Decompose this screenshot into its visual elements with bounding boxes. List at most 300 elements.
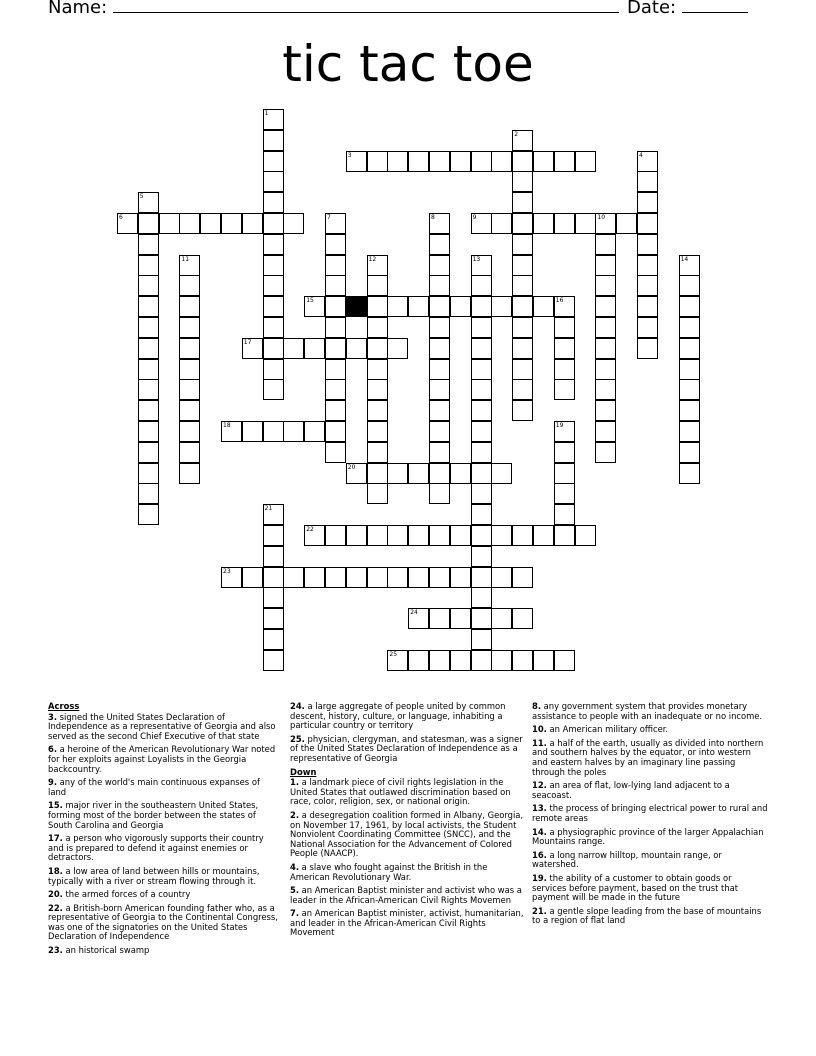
grid-cell[interactable] — [138, 379, 159, 400]
clue-item — [532, 907, 768, 926]
grid-cell[interactable] — [471, 421, 492, 442]
grid-cell[interactable] — [679, 338, 700, 359]
clue-item — [48, 890, 280, 900]
clues-column-1 — [48, 702, 280, 960]
grid-cell[interactable] — [554, 525, 575, 546]
grid-cell[interactable] — [263, 650, 284, 671]
clue-number: 22 — [306, 526, 314, 533]
grid-cell[interactable] — [179, 442, 200, 463]
grid-cell[interactable] — [512, 234, 533, 255]
grid-cell[interactable] — [346, 338, 367, 359]
clue-number-label: 7. — [290, 908, 300, 919]
grid-cell[interactable] — [346, 151, 367, 172]
grid-cell[interactable] — [471, 317, 492, 338]
grid-cell[interactable] — [387, 296, 408, 317]
clue-text: a gentle slope leading from the base of mountains to a region of flat land — [532, 905, 762, 926]
grid-cell[interactable] — [512, 608, 533, 629]
grid-cell[interactable] — [512, 379, 533, 400]
grid-cell[interactable] — [263, 525, 284, 546]
clue-number-label: 4. — [290, 861, 300, 872]
grid-cell[interactable] — [387, 151, 408, 172]
grid-cell[interactable] — [471, 359, 492, 380]
grid-cell[interactable] — [679, 255, 700, 276]
grid-cell[interactable] — [450, 567, 471, 588]
grid-cell[interactable] — [408, 463, 429, 484]
grid-cell[interactable] — [387, 650, 408, 671]
grid-cell[interactable] — [471, 629, 492, 650]
grid-cell[interactable] — [221, 421, 242, 442]
grid-cell[interactable] — [346, 567, 367, 588]
grid-cell[interactable] — [554, 151, 575, 172]
grid-cell[interactable] — [471, 483, 492, 504]
grid-cell[interactable] — [408, 296, 429, 317]
grid-cell[interactable] — [367, 400, 388, 421]
grid-cell[interactable] — [387, 567, 408, 588]
grid-cell[interactable] — [367, 379, 388, 400]
grid-cell[interactable] — [263, 317, 284, 338]
grid-cell[interactable] — [138, 213, 159, 234]
grid-cell[interactable] — [387, 338, 408, 359]
grid-cell[interactable] — [283, 213, 304, 234]
clue-text: an American Baptist minister, activist, humanitarian, and leader in the African-American Civil Rights Movement — [290, 908, 524, 938]
grid-cell[interactable] — [471, 255, 492, 276]
grid-cell[interactable] — [512, 151, 533, 172]
clue-number-label: 12. — [532, 780, 547, 791]
grid-cell[interactable] — [429, 442, 450, 463]
grid-cell[interactable] — [263, 234, 284, 255]
grid-cell[interactable] — [637, 234, 658, 255]
grid-cell[interactable] — [429, 567, 450, 588]
grid-cell[interactable] — [554, 379, 575, 400]
grid-cell[interactable] — [325, 379, 346, 400]
clue-item — [532, 739, 768, 777]
grid-cell[interactable] — [429, 317, 450, 338]
grid-cell[interactable] — [367, 317, 388, 338]
grid-cell[interactable] — [346, 525, 367, 546]
grid-cell[interactable] — [304, 525, 325, 546]
grid-cell[interactable] — [637, 192, 658, 213]
grid-cell[interactable] — [637, 255, 658, 276]
grid-cell[interactable] — [554, 359, 575, 380]
grid-cell[interactable] — [491, 567, 512, 588]
grid-cell[interactable] — [595, 296, 616, 317]
grid-cell[interactable] — [471, 400, 492, 421]
grid-cell[interactable] — [637, 338, 658, 359]
grid-cell[interactable] — [242, 338, 263, 359]
grid-cell[interactable] — [159, 213, 180, 234]
grid-cell[interactable] — [533, 525, 554, 546]
grid-cell[interactable] — [679, 379, 700, 400]
grid-cell[interactable] — [429, 213, 450, 234]
grid-cell[interactable] — [429, 338, 450, 359]
grid-cell[interactable] — [429, 525, 450, 546]
grid-cell[interactable] — [179, 400, 200, 421]
grid-cell[interactable] — [637, 213, 658, 234]
grid-cell[interactable] — [429, 421, 450, 442]
grid-cell[interactable] — [367, 255, 388, 276]
grid-cell[interactable] — [346, 463, 367, 484]
grid-cell[interactable] — [491, 213, 512, 234]
grid-cell[interactable] — [429, 359, 450, 380]
grid-cell[interactable] — [679, 317, 700, 338]
grid-cell[interactable] — [679, 463, 700, 484]
grid-cell[interactable] — [138, 275, 159, 296]
clue-number: 3 — [347, 151, 352, 159]
grid-cell[interactable] — [179, 463, 200, 484]
grid-cell[interactable] — [471, 546, 492, 567]
grid-cell[interactable] — [138, 338, 159, 359]
grid-cell[interactable] — [263, 151, 284, 172]
grid-cell[interactable] — [242, 421, 263, 442]
grid-cell[interactable] — [512, 359, 533, 380]
grid-cell[interactable] — [138, 504, 159, 525]
grid-cell[interactable] — [325, 567, 346, 588]
grid-cell[interactable] — [471, 587, 492, 608]
grid-cell[interactable] — [471, 296, 492, 317]
grid-cell[interactable] — [471, 463, 492, 484]
clue-text: a desegregation coalition formed in Albany, Georgia, on November 17, 1961, by local activists, the Student Nonviolent Coordinating Committee (SNCC), and the National Association for the Advancement of Colored People (NAACP). — [290, 809, 524, 859]
grid-cell[interactable] — [512, 650, 533, 671]
grid-cell[interactable] — [263, 213, 284, 234]
grid-cell[interactable] — [595, 379, 616, 400]
grid-cell[interactable] — [408, 525, 429, 546]
grid-cell[interactable] — [138, 317, 159, 338]
clue-text: an American Baptist minister and activist who was a leader in the African-American Civil Rights Movemen — [290, 885, 522, 905]
clue-item — [532, 781, 768, 800]
grid-cell[interactable] — [595, 234, 616, 255]
grid-cell[interactable] — [429, 608, 450, 629]
grid-cell[interactable] — [512, 567, 533, 588]
grid-cell[interactable] — [575, 213, 596, 234]
clue-item — [48, 801, 280, 830]
grid-cell[interactable] — [283, 567, 304, 588]
clue-text: any of the world's main continuous expanses of land — [48, 777, 260, 797]
clue-number-label: 3. — [48, 711, 58, 722]
clue-item — [290, 778, 524, 807]
grid-cell[interactable] — [367, 463, 388, 484]
clue-number: 15 — [306, 297, 314, 305]
grid-cell[interactable] — [325, 525, 346, 546]
grid-cell[interactable] — [679, 421, 700, 442]
grid-cell[interactable] — [512, 338, 533, 359]
grid-cell[interactable] — [263, 504, 284, 525]
clue-item — [290, 702, 524, 731]
down-heading: Down — [290, 766, 317, 777]
grid-cell[interactable] — [138, 296, 159, 317]
grid-cell[interactable] — [138, 255, 159, 276]
grid-cell[interactable] — [179, 255, 200, 276]
grid-cell[interactable] — [554, 421, 575, 442]
grid-cell[interactable] — [179, 359, 200, 380]
grid-cell[interactable] — [491, 650, 512, 671]
grid-cell[interactable] — [554, 317, 575, 338]
grid-cell[interactable] — [117, 213, 138, 234]
grid-cell[interactable] — [429, 151, 450, 172]
grid-cell[interactable] — [595, 255, 616, 276]
grid-cell[interactable] — [533, 296, 554, 317]
grid-cell[interactable] — [471, 442, 492, 463]
date-label: Date: — [627, 0, 677, 18]
clue-number: 12 — [368, 255, 377, 263]
grid-cell[interactable] — [325, 234, 346, 255]
grid-cell[interactable] — [554, 483, 575, 504]
grid-cell[interactable] — [304, 338, 325, 359]
grid-cell[interactable] — [471, 151, 492, 172]
clue-item — [48, 904, 280, 942]
grid-cell[interactable] — [450, 650, 471, 671]
grid-cell[interactable] — [533, 213, 554, 234]
grid-cell[interactable] — [471, 275, 492, 296]
grid-cell[interactable] — [429, 275, 450, 296]
clue-number-label: 18. — [48, 865, 63, 876]
clue-number-label: 13. — [532, 803, 547, 814]
clue-number: 20 — [347, 463, 356, 471]
grid-cell[interactable] — [263, 608, 284, 629]
clue-number: 25 — [389, 650, 398, 658]
clue-number-label: 15. — [48, 800, 63, 811]
grid-cell[interactable] — [512, 296, 533, 317]
grid-cell[interactable] — [263, 171, 284, 192]
grid-cell[interactable] — [471, 338, 492, 359]
grid-cell[interactable] — [138, 442, 159, 463]
grid-cell[interactable] — [512, 400, 533, 421]
grid-cell[interactable] — [138, 463, 159, 484]
grid-cell[interactable] — [408, 608, 429, 629]
clue-number: 6 — [119, 214, 123, 221]
grid-cell[interactable] — [595, 359, 616, 380]
grid-cell[interactable] — [138, 192, 159, 213]
grid-cell[interactable] — [408, 567, 429, 588]
grid-cell[interactable] — [408, 151, 429, 172]
grid-cell[interactable] — [325, 421, 346, 442]
clue-item — [48, 778, 280, 797]
grid-cell[interactable] — [471, 213, 492, 234]
grid-cell[interactable] — [471, 608, 492, 629]
grid-cell[interactable] — [325, 400, 346, 421]
grid-cell[interactable] — [471, 379, 492, 400]
grid-cell[interactable] — [679, 296, 700, 317]
grid-cell[interactable] — [429, 463, 450, 484]
clue-text: a landmark piece of civil rights legislation in the United States that outlawed discrimination based on race, color, religion, sex, or national origin. — [290, 777, 511, 807]
grid-cell[interactable] — [450, 608, 471, 629]
grid-cell[interactable] — [367, 296, 388, 317]
grid-cell[interactable] — [491, 296, 512, 317]
clue-number-label: 6. — [48, 744, 58, 755]
grid-cell[interactable] — [595, 213, 616, 234]
grid-cell[interactable] — [595, 317, 616, 338]
grid-cell[interactable] — [367, 421, 388, 442]
grid-cell[interactable] — [595, 421, 616, 442]
grid-cell[interactable] — [595, 442, 616, 463]
clue-item — [48, 713, 280, 742]
grid-cell[interactable] — [429, 296, 450, 317]
grid-cell[interactable] — [533, 151, 554, 172]
grid-cell[interactable] — [283, 421, 304, 442]
grid-cell[interactable] — [554, 213, 575, 234]
grid-cell[interactable] — [242, 213, 263, 234]
grid-cell[interactable] — [554, 650, 575, 671]
grid-cell[interactable] — [408, 650, 429, 671]
grid-cell[interactable] — [367, 275, 388, 296]
grid-cell[interactable] — [637, 275, 658, 296]
grid-cell[interactable] — [679, 442, 700, 463]
grid-cell[interactable] — [242, 567, 263, 588]
grid-cell[interactable] — [179, 379, 200, 400]
page-title: tic tac toe — [282, 35, 534, 93]
grid-cell[interactable] — [595, 275, 616, 296]
grid-cell[interactable] — [179, 296, 200, 317]
clue-item — [48, 867, 280, 886]
grid-cell[interactable] — [263, 421, 284, 442]
grid-cell[interactable] — [512, 525, 533, 546]
clue-item — [532, 702, 768, 721]
grid-cell[interactable] — [263, 379, 284, 400]
grid-cell[interactable] — [450, 525, 471, 546]
grid-cell[interactable] — [616, 213, 637, 234]
grid-cell[interactable] — [325, 296, 346, 317]
clue-number: 13 — [472, 255, 481, 263]
grid-cell[interactable] — [304, 567, 325, 588]
grid-cell[interactable] — [263, 338, 284, 359]
grid-cell[interactable] — [221, 213, 242, 234]
grid-cell[interactable] — [179, 338, 200, 359]
clue-number-label: 21. — [532, 905, 547, 916]
grid-cell[interactable] — [450, 151, 471, 172]
grid-cell[interactable] — [512, 317, 533, 338]
clue-text: a physiographic province of the larger Appalachian Mountains range. — [532, 826, 764, 847]
grid-cell[interactable] — [263, 192, 284, 213]
grid-cell[interactable] — [637, 296, 658, 317]
clue-item — [290, 811, 524, 859]
grid-cell[interactable] — [367, 483, 388, 504]
grid-cell[interactable] — [263, 629, 284, 650]
grid-cell[interactable] — [429, 255, 450, 276]
grid-cell[interactable] — [491, 463, 512, 484]
grid-cell[interactable] — [512, 213, 533, 234]
grid-cell[interactable] — [263, 296, 284, 317]
clue-number-label: 11. — [532, 737, 547, 748]
grid-cell[interactable] — [263, 587, 284, 608]
grid-cell[interactable] — [575, 525, 596, 546]
grid-cell[interactable] — [595, 338, 616, 359]
grid-cell[interactable] — [138, 421, 159, 442]
name-label: Name: — [48, 0, 108, 18]
grid-cell[interactable] — [179, 213, 200, 234]
grid-cell[interactable] — [554, 463, 575, 484]
grid-cell[interactable] — [325, 317, 346, 338]
grid-cell[interactable] — [491, 525, 512, 546]
clue-number: 8 — [431, 214, 435, 221]
grid-cell[interactable] — [325, 213, 346, 234]
grid-cell[interactable] — [679, 275, 700, 296]
grid-cell[interactable] — [512, 130, 533, 151]
grid-cell[interactable] — [325, 255, 346, 276]
grid-cell[interactable] — [679, 359, 700, 380]
grid-cell[interactable] — [138, 483, 159, 504]
clue-number-label: 9. — [48, 777, 58, 788]
grid-cell[interactable] — [450, 463, 471, 484]
grid-cell[interactable] — [429, 400, 450, 421]
grid-cell[interactable] — [595, 400, 616, 421]
grid-cell[interactable] — [367, 525, 388, 546]
grid-cell[interactable] — [637, 151, 658, 172]
grid-cell[interactable] — [387, 463, 408, 484]
grid-cell[interactable] — [263, 359, 284, 380]
grid-cell[interactable] — [263, 130, 284, 151]
grid-cell[interactable] — [554, 338, 575, 359]
grid-cell[interactable] — [138, 400, 159, 421]
grid-cell[interactable] — [325, 275, 346, 296]
grid-cell[interactable] — [512, 171, 533, 192]
grid-cell[interactable] — [533, 650, 554, 671]
grid-cell[interactable] — [325, 442, 346, 463]
grid-cell[interactable] — [221, 567, 242, 588]
grid-cell[interactable] — [325, 359, 346, 380]
grid-cell[interactable] — [367, 338, 388, 359]
grid-cell[interactable] — [429, 234, 450, 255]
grid-cell[interactable] — [138, 234, 159, 255]
clue-number-label: 16. — [532, 849, 547, 860]
grid-cell[interactable] — [263, 546, 284, 567]
grid-cell[interactable] — [325, 338, 346, 359]
grid-cell[interactable] — [263, 275, 284, 296]
clue-text: an American military officer. — [546, 724, 669, 735]
grid-cell[interactable] — [429, 379, 450, 400]
grid-cell[interactable] — [637, 171, 658, 192]
grid-cell[interactable] — [554, 504, 575, 525]
grid-cell[interactable] — [263, 109, 284, 130]
grid-cell[interactable] — [367, 151, 388, 172]
clue-number: 14 — [680, 255, 689, 263]
grid-cell[interactable] — [367, 567, 388, 588]
grid-cell[interactable] — [367, 442, 388, 463]
grid-cell[interactable] — [471, 650, 492, 671]
grid-cell[interactable] — [471, 567, 492, 588]
grid-cell[interactable] — [679, 400, 700, 421]
grid-cell[interactable] — [491, 608, 512, 629]
grid-cell[interactable] — [512, 255, 533, 276]
grid-cell[interactable] — [512, 275, 533, 296]
grid-cell[interactable] — [304, 421, 325, 442]
clue-number: 16 — [555, 297, 564, 305]
grid-cell[interactable] — [179, 317, 200, 338]
clue-item — [48, 946, 280, 956]
grid-cell[interactable] — [491, 151, 512, 172]
grid-cell[interactable] — [575, 151, 596, 172]
grid-cell[interactable] — [179, 275, 200, 296]
grid-cell[interactable] — [450, 296, 471, 317]
grid-cell[interactable] — [554, 296, 575, 317]
grid-cell[interactable] — [387, 525, 408, 546]
grid-cell[interactable] — [429, 650, 450, 671]
grid-cell[interactable] — [138, 359, 159, 380]
grid-cell[interactable] — [471, 504, 492, 525]
clue-item — [290, 886, 524, 905]
grid-cell[interactable] — [283, 338, 304, 359]
grid-cell[interactable] — [471, 525, 492, 546]
grid-cell[interactable] — [367, 359, 388, 380]
grid-cell[interactable] — [554, 442, 575, 463]
grid-cell[interactable] — [304, 296, 325, 317]
clue-item — [532, 804, 768, 823]
grid-cell[interactable] — [200, 213, 221, 234]
grid-cell[interactable] — [263, 255, 284, 276]
grid-cell[interactable] — [637, 317, 658, 338]
grid-cell[interactable] — [263, 567, 284, 588]
grid-cell[interactable] — [512, 192, 533, 213]
grid-cell[interactable] — [429, 483, 450, 504]
grid-cell[interactable] — [179, 421, 200, 442]
